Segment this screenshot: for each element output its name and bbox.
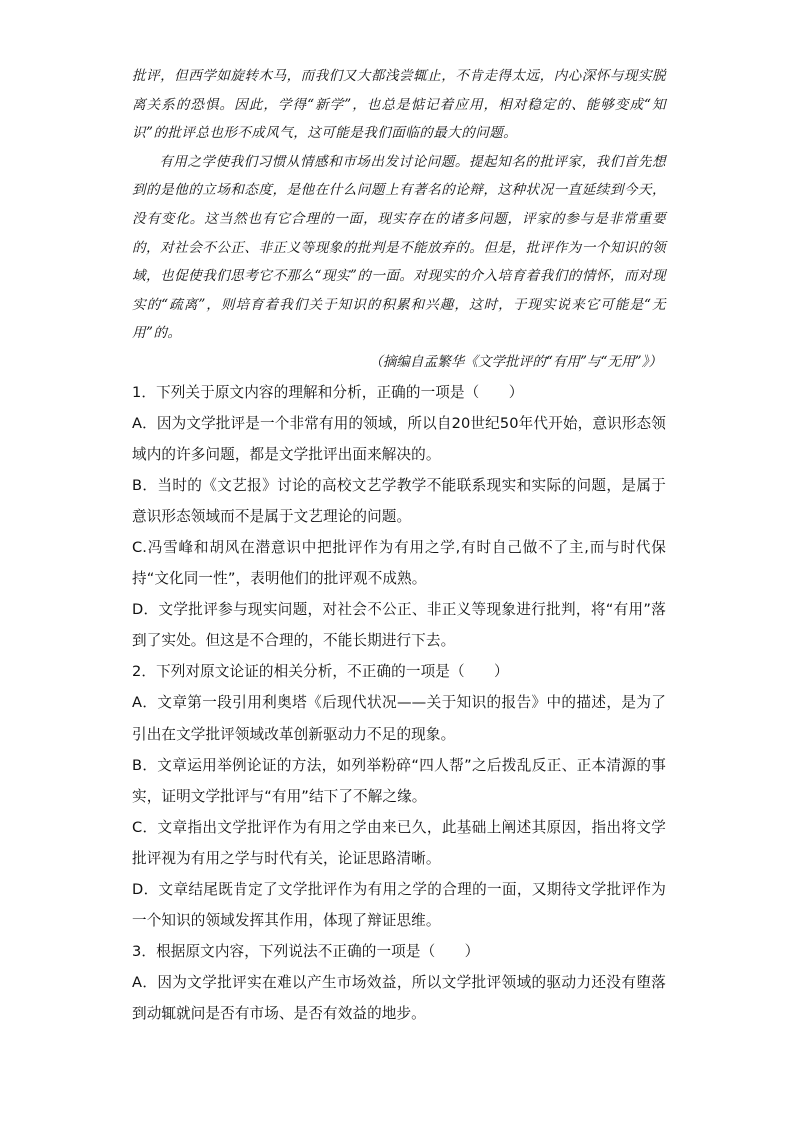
question-2-stem: 2．下列对原文论证的相关分析，不正确的一项是（ ） bbox=[132, 663, 509, 681]
page-content bbox=[132, 62, 666, 1030]
question-1-option-a: A．因为文学批评是一个非常有用的领域，所以自20世纪50年代开始，意识形态领域内的许多问题，都是文学批评出面来解决的。 bbox=[132, 414, 666, 463]
question-1-option-d: D．文学批评参与现实问题，对社会不公正、非正义等现象进行批判，将“有用”落到了实处。但这是不合理的，不能长期进行下去。 bbox=[132, 601, 666, 650]
passage-paragraph-2: 有用之学使我们习惯从情感和市场出发讨论问题。提起知名的批评家，我们首先想到的是他的立场和态度，是他在什么问题上有著名的论辩，这种状况一直延续到今天，没有变化。这当然也有它合理的一面，现实存在的诸多问题，评家的参与是非常重要的，对社会不公正、非正义等现象的批判是不能放弃的。但是，批评作为一个知识的领域，也促使我们思考它不那么“现实”的一面。对现实的介入培育着我们的情怀，而对现实的“疏离”，则培育着我们关于知识的积累和兴趣，这时，于现实说来它可能是“无用”的。 bbox=[132, 153, 666, 342]
passage-source-citation: （摘编自孟繁华《文学批评的“有用”与“无用”》） bbox=[369, 353, 662, 370]
question-3-stem: 3．根据原文内容，下列说法不正确的一项是（ ） bbox=[132, 943, 480, 961]
question-2-option-d: D．文章结尾既肯定了文学批评作为有用之学的合理的一面，又期待文学批评作为一个知识的领域发挥其作用，体现了辩证思维。 bbox=[132, 881, 666, 930]
question-1 bbox=[132, 377, 666, 657]
question-1-stem: 1．下列关于原文内容的理解和分析，正确的一项是（ ） bbox=[132, 383, 524, 401]
question-3 bbox=[132, 936, 666, 1029]
passage-paragraph-1: 批评，但西学如旋转木马，而我们又大都浅尝辄止，不肯走得太远，内心深怀与现实脱离关系的恐惧。因此，学得“新学”，也总是惦记着应用，相对稳定的、能够变成“知识”的批评总也形不成风气，这可能是我们面临的最大的问题。 bbox=[132, 68, 666, 142]
question-list bbox=[132, 377, 666, 1030]
question-3-option-a: A．因为文学批评实在难以产生市场效益，所以文学批评领域的驱动力还没有堕落到动辄就问是否有市场、是否有效益的地步。 bbox=[132, 974, 666, 1023]
question-2-option-c: C．文章指出文学批评作为有用之学由来已久，此基础上阐述其原因，指出将文学批评视为有用之学与时代有关，论证思路清晰。 bbox=[132, 818, 666, 867]
question-2-option-a: A．文章第一段引用利奥塔《后现代状况——关于知识的报告》中的描述，是为了引出在文学批评领域改革创新驱动力不足的现象。 bbox=[132, 694, 666, 743]
question-2-option-b: B．文章运用举例论证的方法，如列举粉碎“四人帮”之后拨乱反正、正本清源的事实，证明文学批评与“有用”结下了不解之缘。 bbox=[132, 756, 666, 805]
question-1-option-c: C.冯雪峰和胡风在潜意识中把批评作为有用之学,有时自己做不了主,而与时代保持“文化同一性”，表明他们的批评观不成熟。 bbox=[132, 539, 666, 588]
question-1-option-b: B．当时的《文艺报》讨论的高校文艺学教学不能联系现实和实际的问题，是属于意识形态领域而不是属于文艺理论的问题。 bbox=[132, 476, 666, 525]
question-2 bbox=[132, 656, 666, 936]
